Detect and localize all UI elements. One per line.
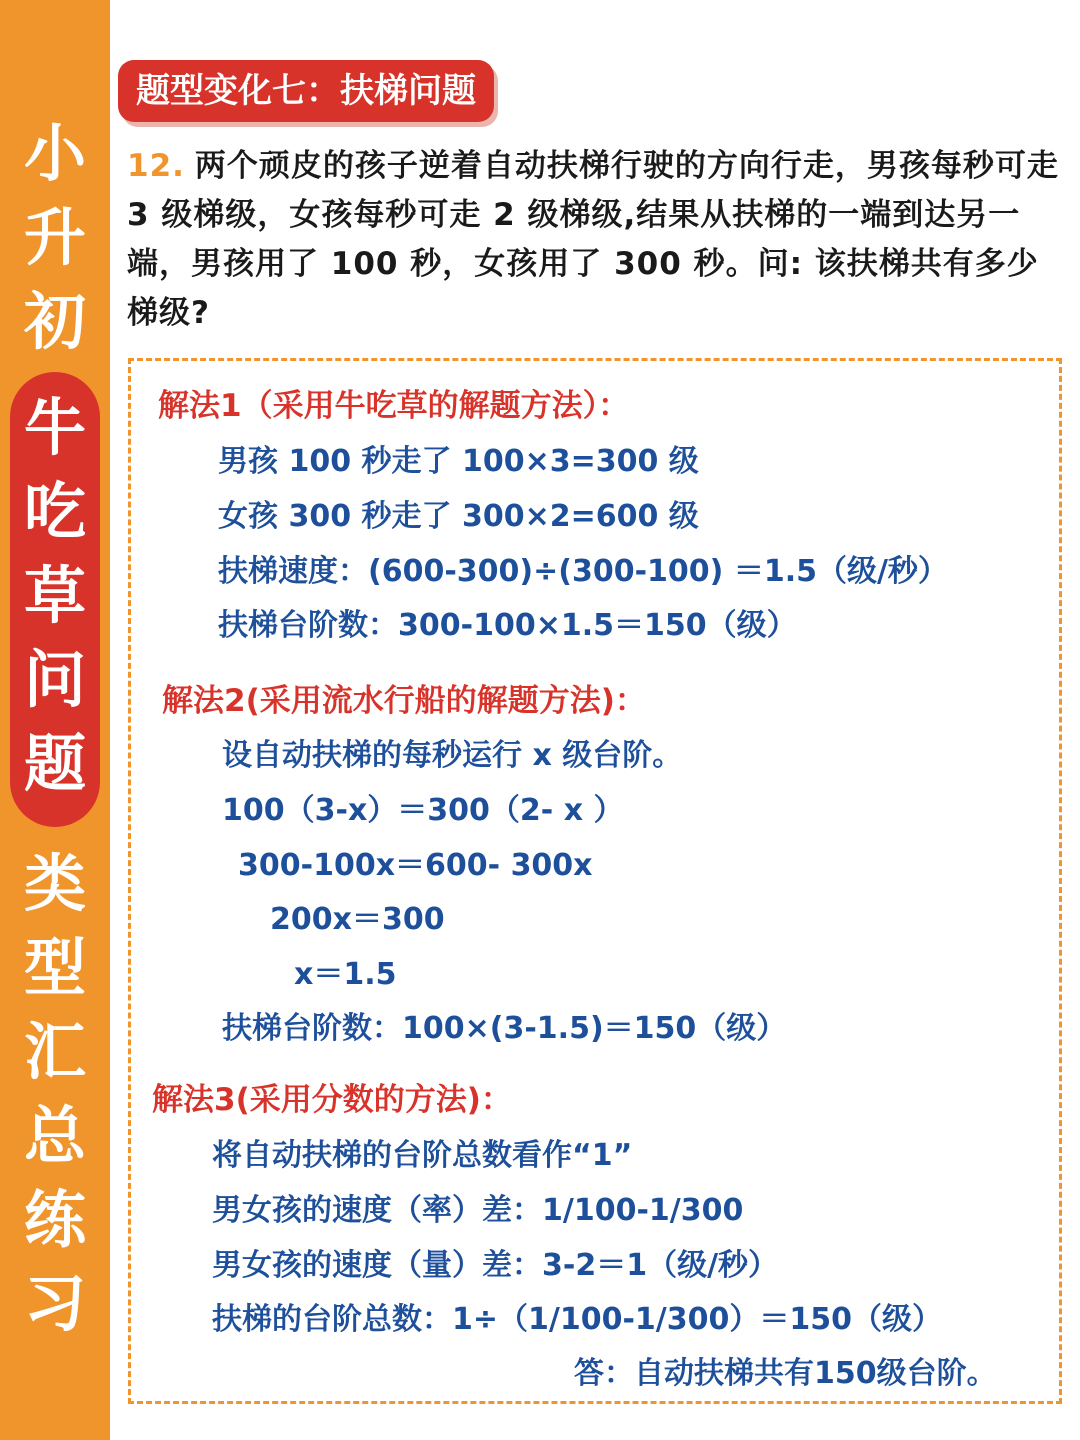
sidebar-char: 题 xyxy=(23,727,86,800)
solution-2-line: 200x＝300 xyxy=(270,902,445,937)
solution-3-line: 扶梯的台阶总数：1÷（1/100-1/300）＝150（级） xyxy=(212,1302,942,1337)
solution-1-line: 扶梯台阶数：300-100×1.5＝150（级） xyxy=(218,608,797,643)
solution-3-line: 男女孩的速度（量）差：3-2＝1（级/秒） xyxy=(212,1248,779,1283)
solution-2-line: x＝1.5 xyxy=(294,957,397,992)
sidebar-char: 类 xyxy=(23,847,86,920)
sidebar-char: 练 xyxy=(23,1183,86,1256)
sidebar-highlight-text xyxy=(0,386,110,806)
solution-1-heading: 解法1（采用牛吃草的解题方法）： xyxy=(158,388,630,424)
sidebar-char: 小 xyxy=(23,117,86,190)
solution-3-line: 男女孩的速度（率）差：1/100-1/300 xyxy=(212,1193,744,1228)
sidebar-char: 总 xyxy=(23,1099,86,1172)
solution-2-line: 100（3-x）＝300（2- x ） xyxy=(222,793,624,828)
sidebar-char: 牛 xyxy=(23,391,86,464)
solution-3-line: 将自动扶梯的台阶总数看作“1” xyxy=(212,1138,633,1173)
sidebar-char: 汇 xyxy=(23,1015,86,1088)
sidebar-char: 吃 xyxy=(23,475,86,548)
solution-1-line: 扶梯速度：(600-300)÷(300-100) ＝1.5（级/秒） xyxy=(218,554,948,589)
solution-2-line: 300-100x＝600- 300x xyxy=(238,848,593,883)
sidebar-bottom-text xyxy=(0,842,110,1346)
sidebar-char: 初 xyxy=(23,285,86,358)
sidebar-char: 习 xyxy=(23,1267,86,1340)
final-answer: 答：自动扶梯共有150级台阶。 xyxy=(574,1356,997,1391)
sidebar xyxy=(0,0,110,1440)
solution-2-line: 设自动扶梯的每秒运行 x 级台阶。 xyxy=(222,738,683,773)
sidebar-top-text xyxy=(0,112,110,364)
solution-1-line: 女孩 300 秒走了 300×2=600 级 xyxy=(218,499,699,534)
question-number: 12. xyxy=(127,148,185,184)
sidebar-char: 问 xyxy=(23,643,86,716)
question-body: 两个顽皮的孩子逆着自动扶梯行驶的方向行走，男孩每秒可走 3 级梯级，女孩每秒可走 2 级梯级,结果从扶梯的一端到达另一端，男孩用了 100 秒，女孩用了 300 秒。问: 该扶梯共有多少梯级? xyxy=(127,148,1059,331)
solution-1-line: 男孩 100 秒走了 100×3=300 级 xyxy=(218,444,699,479)
question-text xyxy=(127,142,1067,338)
sidebar-char: 草 xyxy=(23,559,86,632)
sidebar-char: 升 xyxy=(23,201,86,274)
solution-2-heading: 解法2(采用流水行船的解题方法)： xyxy=(162,683,646,719)
sidebar-char: 型 xyxy=(23,931,86,1004)
solution-3-heading: 解法3(采用分数的方法)： xyxy=(152,1082,512,1118)
solution-2-line: 扶梯台阶数：100×(3-1.5)＝150（级） xyxy=(222,1011,787,1046)
section-title-tag: 题型变化七：扶梯问题 xyxy=(118,60,494,122)
